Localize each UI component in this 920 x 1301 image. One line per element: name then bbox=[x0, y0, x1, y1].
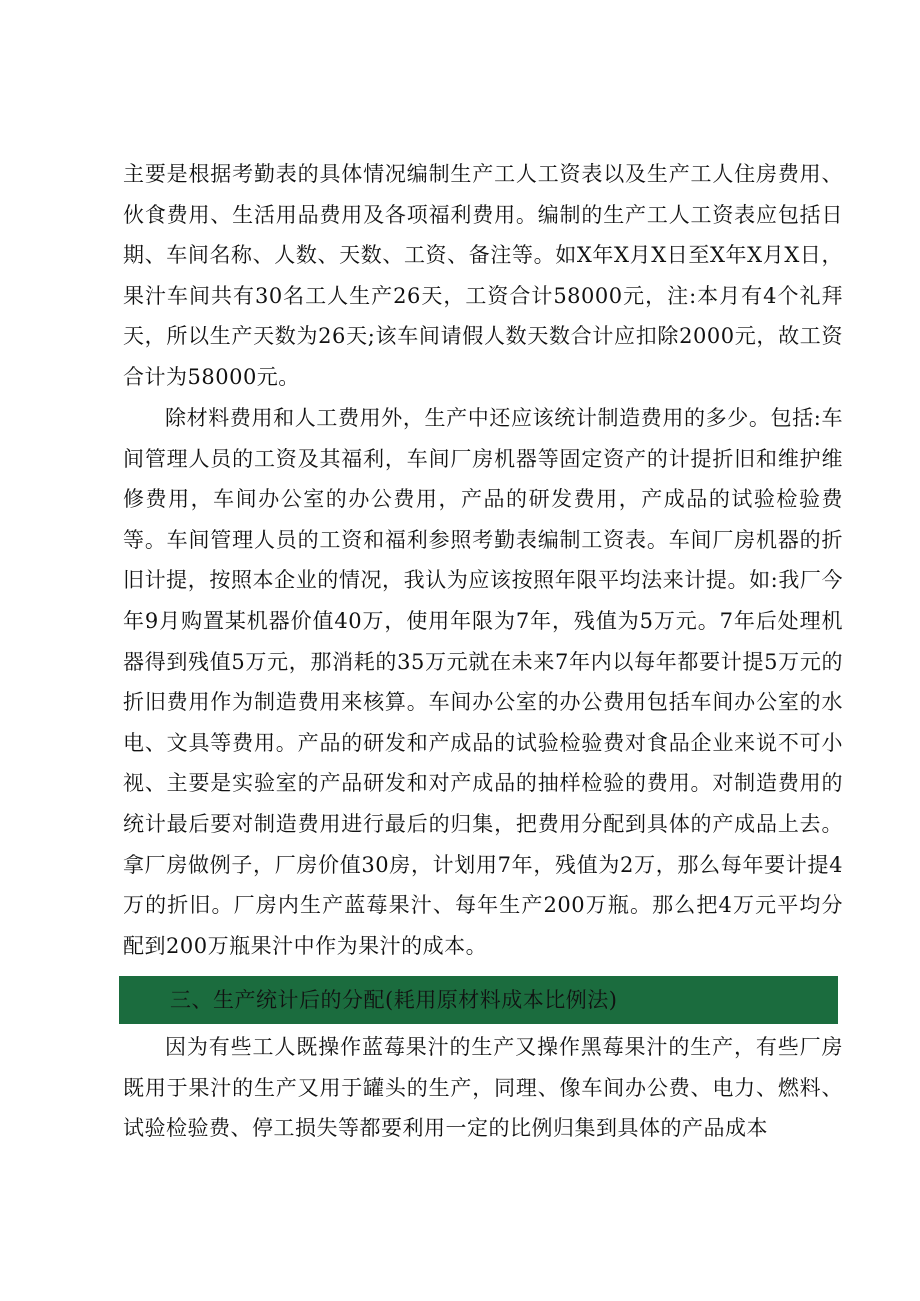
paragraph-payroll: 主要是根据考勤表的具体情况编制生产工人工资表以及生产工人住房费用、伙食费用、生活用品费用及各项福利费用。编制的生产工人工资表应包括日期、车间名称、人数、天数、工资、备注等。如X年X月X日至X年X月X日，果汁车间共有30名工人生产26天，工资合计58000元，注:本月有4个礼拜天，所以生产天数为26天;该车间请假人数天数合计应扣除2000元，故工资合计为58000元。 bbox=[123, 162, 843, 389]
section-heading-allocation: 三、生产统计后的分配(耗用原材料成本比例法) bbox=[119, 976, 838, 1024]
paragraph-allocation-ratio: 因为有些工人既操作蓝莓果汁的生产又操作黑莓果汁的生产，有些厂房既用于果汁的生产又用于罐头的生产，同理、像车间办公费、电力、燃料、试验检验费、停工损失等都要利用一定的比例归集到具体的产品成本 bbox=[123, 1035, 843, 1141]
paragraph-manufacturing-costs: 除材料费用和人工费用外，生产中还应该统计制造费用的多少。包括:车间管理人员的工资及其福利，车间厂房机器等固定资产的计提折旧和维护维修费用，车间办公室的办公费用，产品的研发费用，产成品的试验检验费等。车间管理人员的工资和福利参照考勤表编制工资表。车间厂房机器的折旧计提，按照本企业的情况，我认为应该按照年限平均法来计提。如:我厂今年9月购置某机器价值40万，使用年限为7年，残值为5万元。7年后处理机器得到残值5万元，那消耗的35万元就在未来7年内以每年都要计提5万元的折旧费用作为制造费用来核算。车间办公室的办公费用包括车间办公室的水电、文具等费用。产品的研发和产成品的试验检验费对食品企业来说不可小视、主要是实验室的产品研发和对产成品的抽样检验的费用。对制造费用的统计最后要对制造费用进行最后的归集，把费用分配到具体的产成品上去。拿厂房做例子，厂房价值30房，计划用7年，残值为2万，那么每年要计提4万的折旧。厂房内生产蓝莓果汁、每年生产200万瓶。那么把4万元平均分配到200万瓶果汁中作为果汁的成本。 bbox=[123, 406, 843, 958]
